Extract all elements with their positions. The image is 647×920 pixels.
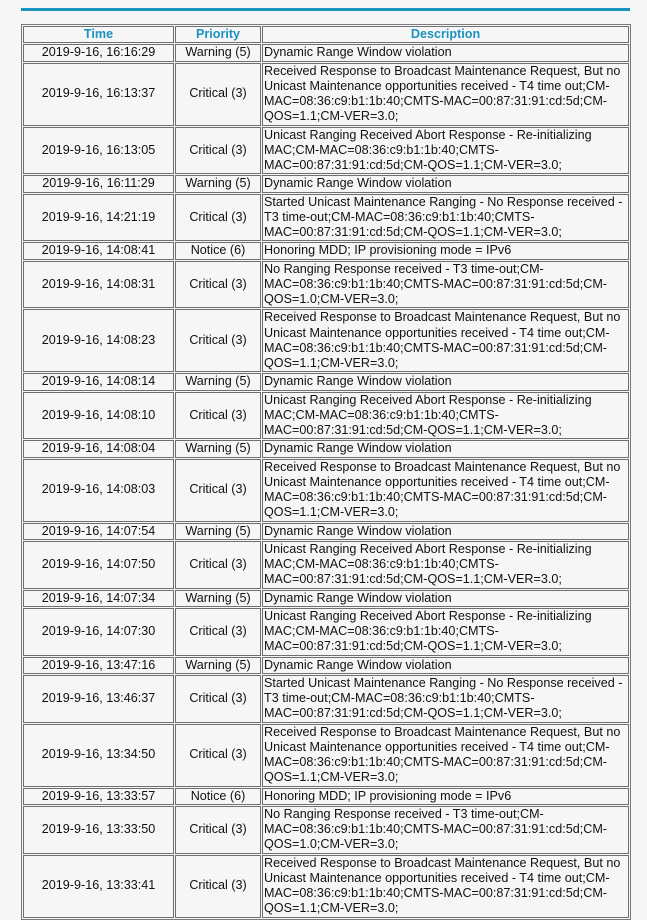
cell-priority: Critical (3): [175, 392, 261, 440]
cell-priority: Critical (3): [175, 63, 261, 126]
cell-time: 2019-9-16, 16:11:29: [23, 175, 174, 192]
table-row: [23, 440, 629, 457]
table-row: [23, 541, 629, 589]
cell-priority: Critical (3): [175, 675, 261, 723]
table-row: [23, 675, 629, 723]
cell-time: 2019-9-16, 14:07:30: [23, 608, 174, 656]
table-row: [23, 261, 629, 309]
cell-description: Started Unicast Maintenance Ranging - No Response received - T3 time-out;CM-MAC=08:36:c9:b1:1b:40;CMTS-MAC=00:87:31:91:cd:5d;CM-QOS=1.1;CM-VER=3.0;: [262, 194, 629, 242]
cell-priority: Critical (3): [175, 309, 261, 372]
table-row: [23, 63, 629, 126]
cell-time: 2019-9-16, 13:46:37: [23, 675, 174, 723]
table-row: [23, 127, 629, 175]
cell-priority: Critical (3): [175, 459, 261, 522]
cell-time: 2019-9-16, 14:08:10: [23, 392, 174, 440]
cell-description: Dynamic Range Window violation: [262, 657, 629, 674]
cell-priority: Critical (3): [175, 541, 261, 589]
cell-description: Dynamic Range Window violation: [262, 590, 629, 607]
cell-description: Dynamic Range Window violation: [262, 523, 629, 540]
cell-description: Received Response to Broadcast Maintenance Request, But no Unicast Maintenance opportunities received - T4 time out;CM-MAC=08:36:c9:b1:1b:40;CMTS-MAC=00:87:31:91:cd:5d;CM-QOS=1.1;CM-VER=3.0;: [262, 459, 629, 522]
column-header-time: Time: [23, 26, 174, 43]
cell-priority: Warning (5): [175, 440, 261, 457]
table-row: [23, 373, 629, 390]
cell-description: Unicast Ranging Received Abort Response - Re-initializing MAC;CM-MAC=08:36:c9:b1:1b:40;CMTS-MAC=00:87:31:91:cd:5d;CM-QOS=1.1;CM-VER=3.0;: [262, 392, 629, 440]
cell-description: No Ranging Response received - T3 time-out;CM-MAC=08:36:c9:b1:1b:40;CMTS-MAC=00:87:31:91:cd:5d;CM-QOS=1.0;CM-VER=3.0;: [262, 261, 629, 309]
cell-time: 2019-9-16, 14:08:03: [23, 459, 174, 522]
cell-time: 2019-9-16, 13:33:41: [23, 855, 174, 918]
cell-priority: Warning (5): [175, 523, 261, 540]
cell-priority: Warning (5): [175, 175, 261, 192]
table-row: [23, 175, 629, 192]
cell-description: Received Response to Broadcast Maintenance Request, But no Unicast Maintenance opportunities received - T4 time out;CM-MAC=08:36:c9:b1:1b:40;CMTS-MAC=00:87:31:91:cd:5d;CM-QOS=1.1;CM-VER=3.0;: [262, 63, 629, 126]
table-row: [23, 806, 629, 854]
cell-priority: Notice (6): [175, 788, 261, 805]
cell-time: 2019-9-16, 16:13:37: [23, 63, 174, 126]
cell-priority: Warning (5): [175, 590, 261, 607]
cell-priority: Critical (3): [175, 127, 261, 175]
cell-priority: Warning (5): [175, 657, 261, 674]
table-row: [23, 309, 629, 372]
cell-description: No Ranging Response received - T3 time-out;CM-MAC=08:36:c9:b1:1b:40;CMTS-MAC=00:87:31:91:cd:5d;CM-QOS=1.0;CM-VER=3.0;: [262, 806, 629, 854]
cell-time: 2019-9-16, 14:07:50: [23, 541, 174, 589]
column-header-priority: Priority: [175, 26, 261, 43]
cell-time: 2019-9-16, 16:16:29: [23, 44, 174, 61]
cell-time: 2019-9-16, 14:08:31: [23, 261, 174, 309]
cell-time: 2019-9-16, 14:08:14: [23, 373, 174, 390]
table-row: [23, 788, 629, 805]
cell-time: 2019-9-16, 14:07:54: [23, 523, 174, 540]
cell-description: Honoring MDD; IP provisioning mode = IPv6: [262, 242, 629, 259]
cell-description: Unicast Ranging Received Abort Response - Re-initializing MAC;CM-MAC=08:36:c9:b1:1b:40;CMTS-MAC=00:87:31:91:cd:5d;CM-QOS=1.1;CM-VER=3.0;: [262, 608, 629, 656]
cell-time: 2019-9-16, 14:08:23: [23, 309, 174, 372]
table-row: [23, 724, 629, 787]
event-log-container: [21, 24, 631, 920]
table-row: [23, 242, 629, 259]
table-row: [23, 657, 629, 674]
cell-description: Unicast Ranging Received Abort Response - Re-initializing MAC;CM-MAC=08:36:c9:b1:1b:40;CMTS-MAC=00:87:31:91:cd:5d;CM-QOS=1.1;CM-VER=3.0;: [262, 541, 629, 589]
cell-priority: Critical (3): [175, 608, 261, 656]
cell-description: Dynamic Range Window violation: [262, 175, 629, 192]
cell-description: Received Response to Broadcast Maintenance Request, But no Unicast Maintenance opportunities received - T4 time out;CM-MAC=08:36:c9:b1:1b:40;CMTS-MAC=00:87:31:91:cd:5d;CM-QOS=1.1;CM-VER=3.0;: [262, 855, 629, 918]
cell-time: 2019-9-16, 14:08:04: [23, 440, 174, 457]
cell-description: Unicast Ranging Received Abort Response - Re-initializing MAC;CM-MAC=08:36:c9:b1:1b:40;CMTS-MAC=00:87:31:91:cd:5d;CM-QOS=1.1;CM-VER=3.0;: [262, 127, 629, 175]
cell-time: 2019-9-16, 14:21:19: [23, 194, 174, 242]
cell-priority: Critical (3): [175, 724, 261, 787]
cell-priority: Critical (3): [175, 855, 261, 918]
cell-time: 2019-9-16, 14:08:41: [23, 242, 174, 259]
table-row: [23, 44, 629, 61]
cell-time: 2019-9-16, 13:47:16: [23, 657, 174, 674]
cell-priority: Critical (3): [175, 261, 261, 309]
table-row: [23, 855, 629, 918]
cell-description: Received Response to Broadcast Maintenance Request, But no Unicast Maintenance opportunities received - T4 time out;CM-MAC=08:36:c9:b1:1b:40;CMTS-MAC=00:87:31:91:cd:5d;CM-QOS=1.1;CM-VER=3.0;: [262, 309, 629, 372]
event-log-table: [21, 24, 631, 920]
cell-priority: Warning (5): [175, 44, 261, 61]
cell-time: 2019-9-16, 16:13:05: [23, 127, 174, 175]
table-header-row: [23, 26, 629, 43]
table-body: [23, 44, 629, 917]
cell-description: Dynamic Range Window violation: [262, 373, 629, 390]
cell-description: Honoring MDD; IP provisioning mode = IPv6: [262, 788, 629, 805]
column-header-description: Description: [262, 26, 629, 43]
cell-time: 2019-9-16, 13:33:57: [23, 788, 174, 805]
table-row: [23, 392, 629, 440]
table-row: [23, 194, 629, 242]
cell-description: Received Response to Broadcast Maintenance Request, But no Unicast Maintenance opportunities received - T4 time out;CM-MAC=08:36:c9:b1:1b:40;CMTS-MAC=00:87:31:91:cd:5d;CM-QOS=1.1;CM-VER=3.0;: [262, 724, 629, 787]
table-row: [23, 523, 629, 540]
cell-priority: Warning (5): [175, 373, 261, 390]
cell-description: Dynamic Range Window violation: [262, 440, 629, 457]
cell-priority: Notice (6): [175, 242, 261, 259]
cell-priority: Critical (3): [175, 806, 261, 854]
header-divider: [21, 8, 630, 11]
cell-time: 2019-9-16, 13:33:50: [23, 806, 174, 854]
cell-priority: Critical (3): [175, 194, 261, 242]
cell-time: 2019-9-16, 13:34:50: [23, 724, 174, 787]
table-row: [23, 590, 629, 607]
cell-description: Started Unicast Maintenance Ranging - No Response received - T3 time-out;CM-MAC=08:36:c9:b1:1b:40;CMTS-MAC=00:87:31:91:cd:5d;CM-QOS=1.1;CM-VER=3.0;: [262, 675, 629, 723]
table-row: [23, 608, 629, 656]
table-row: [23, 459, 629, 522]
cell-time: 2019-9-16, 14:07:34: [23, 590, 174, 607]
cell-description: Dynamic Range Window violation: [262, 44, 629, 61]
